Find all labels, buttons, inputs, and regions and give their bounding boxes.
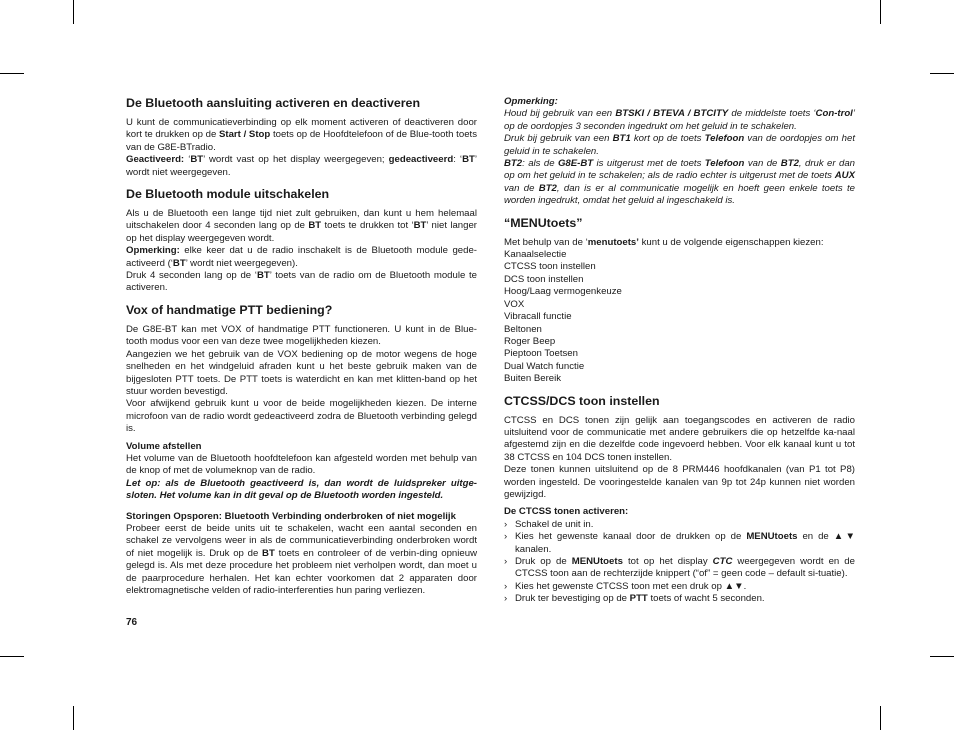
list-item: Kanaalselectie: [504, 249, 567, 261]
list-item: Vibracall functie: [504, 311, 572, 323]
bullet-marker: ›: [504, 556, 508, 567]
list-item: Roger Beep: [504, 335, 556, 347]
paragraph-troubleshooting: Probeer eerst de beide units uit te schakelen, wacht een aantal seconden en schakel ze vervolgens weer in als de communicatieverbinding onderbroken wordt of niet mogelijk is. Druk op de BT toets en controleer of de verbin-ding opnieuw gelegd is. Als met deze procedure het probleem niet verholpen wordt, dan moet u de paarprocedure herhalen. Het kan echter voorkomen dat 2 apparaten door elektromagnetische velden of radio-interferenties hun paring verliezen.: [126, 522, 477, 596]
crop-mark-top-left-v: [73, 0, 74, 24]
paragraph-volume-warning: Let op: als de Bluetooth geactiveerd is, dan wordt de luidspreker uitge-sloten. Het volume kan in dit geval op de Bluetooth worden ingesteld.: [126, 477, 477, 502]
bullet-marker: ›: [504, 518, 508, 530]
subheading-troubleshooting: Storingen Opsporen: Bluetooth Verbinding onderbroken of niet mogelijk: [126, 510, 456, 522]
subheading-ctcss-activate: De CTCSS tonen activeren:: [504, 506, 629, 518]
crop-mark-bottom-left-v: [73, 706, 74, 730]
list-item: Pieptoon Toetsen: [504, 348, 578, 360]
list-item: VOX: [504, 298, 525, 310]
bullet-marker: ›: [504, 531, 508, 543]
crop-mark-top-right-h: [930, 73, 954, 74]
paragraph-disable: Als u de Bluetooth een lange tijd niet zult gebruiken, dan kunt u hem helemaal uitschakelen door 4 seconden lang op de BT toets te drukken tot ‘BT’ niet langer op het display weergegeven wordt.: [126, 208, 478, 244]
paragraph-vox-microphone: Voor afwijkend gebruik kunt u voor de beide mogelijkheden kiezen. De interne microfoon van de radio wordt gedeactiveerd zodra de Bluetooth verbinding gelegd is.: [126, 398, 477, 435]
bullet-item: › Kies het gewenste CTCSS toon met een druk op ▲▼.: [504, 580, 747, 592]
left-column: [126, 96, 477, 597]
heading-bluetooth-connection: De Bluetooth aansluiting activeren en deactiveren: [126, 96, 421, 110]
note-bt1: Druk bij gebruik van een BT1 kort op de toets Telefoon van de oordopjes om het geluid in te schakelen.: [504, 133, 855, 157]
crop-mark-top-left-h: [0, 73, 24, 74]
list-item: Dual Watch functie: [504, 360, 585, 372]
note-title: Opmerking:: [504, 96, 558, 107]
paragraph-note: Opmerking: elke keer dat u de radio inschakelt is de Bluetooth module gede-activeerd (‘BT’ wordt niet weergegeven).: [126, 245, 477, 269]
list-item: Hoog/Laag vermogenkeuze: [504, 286, 622, 298]
page-number: 76: [126, 617, 138, 628]
list-item: Buiten Bereik: [504, 373, 562, 385]
note-bt2: BT2: als de G8E-BT is uitgerust met de toets Telefoon van de BT2, druk er dan op om het geluid in te schakelen; als de radio echter is uitgerust met de toets AUX van de BT2, dan is er al communicatie mogelijk en hoeft geen enkele toets te worden ingedrukt, omdat het geluid al ingeschakeld is.: [504, 158, 855, 207]
heading-menutoets: “MENUtoets”: [504, 215, 583, 230]
paragraph-volume: Het volume van de Bluetooth hoofdtelefoon kan afgesteld worden met behulp van de knop of met de volumeknop van de radio.: [126, 452, 477, 477]
bullet-item: › Kies het gewenste kanaal door de drukken op de MENUtoets en de ▲▼ kanalen.: [504, 531, 855, 555]
paragraph-ctcss-channels: Deze tonen kunnen uitsluitend op de 8 PRM446 hoofdkanalen (van P1 tot P8) worden ingesteld. De vooringestelde kanalen van 9p tot 24p kunnen niet worden gewijzigd.: [504, 464, 855, 500]
paragraph-vox-advice: Aangezien we het gebruik van de VOX bediening op de motor wegens de hoge snelheden en het windgeluid afraden kunt u het beste gebruik maken van de bijgesloten PTT toets. De PTT toets is waterdicht en kan met klitten-band op het stuur worden bevestigd.: [126, 348, 477, 397]
subheading-volume: Volume afstellen: [126, 440, 202, 452]
menu-items-list: [504, 249, 855, 385]
bullet-marker: ›: [504, 580, 508, 592]
list-item: DCS toon instellen: [504, 273, 584, 285]
heading-ctcss-dcs: CTCSS/DCS toon instellen: [504, 393, 660, 408]
heading-bluetooth-disable: De Bluetooth module uitschakelen: [126, 187, 330, 202]
crop-mark-top-right-v: [880, 0, 881, 24]
note-btski: Houd bij gebruik van een BTSKI / BTEVA / BTCITY de middelste toets ‘Con-trol’ op de oordopjes 3 seconden ingedrukt om het geluid in te schakelen.: [504, 108, 855, 132]
paragraph-menutoets: Met behulp van de ‘menutoets’ kunt u de volgende eigenschappen kiezen:: [504, 236, 824, 248]
crop-mark-bottom-left-h: [0, 656, 24, 657]
heading-vox-ptt: Vox of handmatige PTT bediening?: [126, 302, 333, 317]
crop-mark-bottom-right-v: [880, 706, 881, 730]
bullet-marker: ›: [504, 593, 508, 605]
paragraph-vox-intro: De G8E-BT kan met VOX of handmatige PTT functioneren. U kunt in de Blue-tooth modus voor een van deze twee mogelijkheden kiezen.: [126, 323, 477, 348]
list-item: Beltonen: [504, 323, 542, 335]
list-item: CTCSS toon instellen: [504, 261, 596, 273]
paragraph-activated-state: Geactiveerd: ‘BT’ wordt vast op het display weergegeven; gedeactiveerd: ‘BT’ wordt niet weergegeven.: [126, 154, 477, 178]
paragraph-reactivate: Druk 4 seconden lang op de ‘BT’ toets van de radio om de Bluetooth module te activeren.: [126, 270, 477, 294]
paragraph-ctcss-intro: CTCSS en DCS tonen zijn gelijk aan toegangscodes en activeren de radio uitsluitend voor de communicatie met andere gebruikers die op hetzelfde ka-naal afgestemd zijn en die dezelfde code ingevoerd hebben. Voor elk kanaal kunt u tot 38 CTCSS en 104 DCS tonen instellen.: [504, 414, 855, 463]
crop-mark-bottom-right-h: [930, 656, 954, 657]
bullet-item: › Schakel de unit in.: [504, 518, 594, 530]
right-column: [504, 96, 855, 606]
bullet-item: › Druk op de MENUtoets tot op het display CTC weergegeven wordt en de CTCSS toon aan de rechterzijde knippert (“of” = geen code – default si-tuatie).: [504, 556, 855, 580]
paragraph-activate: U kunt de communicatieverbinding op elk moment activeren of deactiveren door kort te drukken op de Start / Stop toets op de Hoofdtelefoon of de Blue-tooth toets van de G8E-BTradio.: [126, 117, 477, 153]
bullet-item: › Druk ter bevestiging op de PTT toets of wacht 5 seconden.: [504, 593, 765, 605]
